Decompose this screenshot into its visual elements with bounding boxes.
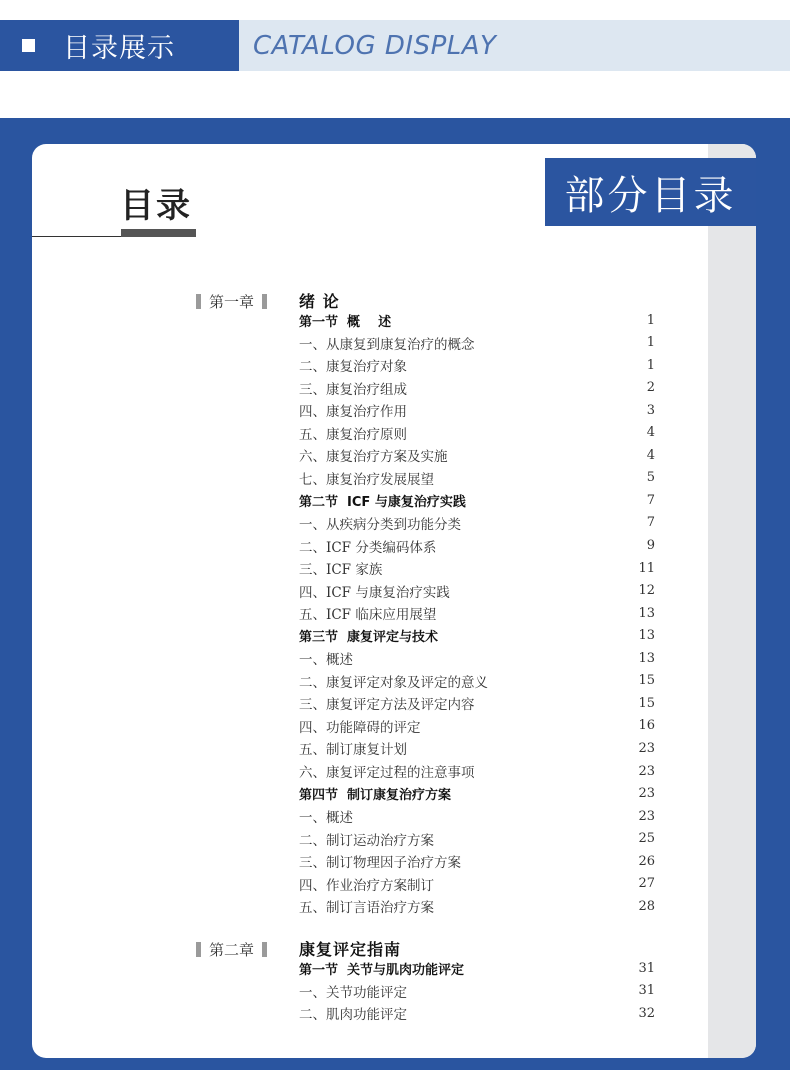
entry-page-number: 27 xyxy=(638,876,655,892)
chapter-label xyxy=(196,291,275,312)
entry-page-number: 13 xyxy=(638,605,655,621)
heading-underline-bar xyxy=(121,229,196,237)
entry-title: 第四节 制订康复治疗方案 xyxy=(299,788,452,804)
page-edge-band xyxy=(708,144,756,1058)
entry-title: 五、ICF 临床应用展望 xyxy=(299,607,437,624)
entry-title: 三、康复评定方法及评定内容 xyxy=(299,697,475,714)
entry-title: 三、康复治疗组成 xyxy=(299,381,407,398)
entry-page-number: 1 xyxy=(646,312,655,328)
entry-title: 四、功能障碍的评定 xyxy=(299,719,421,736)
entry-title: 四、康复治疗作用 xyxy=(299,404,407,421)
entry-page-number: 9 xyxy=(646,538,655,553)
toc-entry xyxy=(299,580,655,602)
entry-page-number: 13 xyxy=(638,650,655,666)
section-entry xyxy=(299,957,655,979)
toc-entry xyxy=(299,670,655,692)
entry-title: 一、从康复到康复治疗的概念 xyxy=(299,336,475,353)
entry-title: 四、作业治疗方案制订 xyxy=(299,877,434,894)
toc-entry xyxy=(299,557,655,579)
entry-page-number: 31 xyxy=(638,960,655,976)
entry-page-number: 3 xyxy=(646,402,655,418)
entry-page-number: 16 xyxy=(638,718,655,734)
chapter-label xyxy=(196,939,275,960)
header-title-block xyxy=(0,20,239,71)
entry-title: 五、康复治疗原则 xyxy=(299,426,407,443)
toc-entry xyxy=(299,602,655,624)
header-banner xyxy=(0,20,790,71)
chapter-title: 康复评定指南 xyxy=(299,940,402,959)
toc-entry xyxy=(299,828,655,850)
toc-entry xyxy=(299,332,655,354)
toc-entry xyxy=(299,980,655,1002)
header-subtitle: CATALOG DISPLAY xyxy=(253,30,497,61)
entry-title: 一、概述 xyxy=(299,810,353,827)
entry-page-number: 4 xyxy=(646,447,655,463)
toc-entry xyxy=(299,1002,655,1024)
toc-entry xyxy=(299,399,655,421)
entry-title: 二、ICF 分类编码体系 xyxy=(299,539,437,556)
entry-page-number: 25 xyxy=(638,831,655,847)
entry-page-number: 5 xyxy=(646,470,655,486)
entry-title: 第二节 ICF 与康复治疗实践 xyxy=(299,494,466,510)
chapter-marker-right xyxy=(262,942,267,957)
entry-page-number: 12 xyxy=(638,583,655,599)
entry-page-number: 32 xyxy=(638,1005,655,1021)
entry-title: 二、制订运动治疗方案 xyxy=(299,832,434,849)
page-heading: 目录 xyxy=(120,186,192,226)
entry-title: 第一节 概 述 xyxy=(299,314,392,330)
chapter-marker-left xyxy=(196,942,201,957)
toc-entry xyxy=(299,895,655,917)
toc-entry xyxy=(299,805,655,827)
entry-title: 一、关节功能评定 xyxy=(299,984,407,1001)
toc-entry xyxy=(299,760,655,782)
entry-page-number: 13 xyxy=(638,628,655,644)
section-entry xyxy=(299,489,655,511)
section-entry xyxy=(299,625,655,647)
entry-page-number: 26 xyxy=(638,853,655,869)
toc-entry xyxy=(299,422,655,444)
entry-title: 五、制订康复计划 xyxy=(299,742,407,759)
entry-title: 二、肌肉功能评定 xyxy=(299,1007,407,1024)
toc-entry xyxy=(299,647,655,669)
toc-entry xyxy=(299,377,655,399)
entry-title: 六、康复评定过程的注意事项 xyxy=(299,765,475,781)
toc-entry xyxy=(299,692,655,714)
entry-page-number: 23 xyxy=(638,808,655,824)
entry-title: 第一节 关节与肌肉功能评定 xyxy=(299,962,465,978)
entry-page-number: 15 xyxy=(638,695,655,711)
entry-page-number: 1 xyxy=(646,357,655,373)
partial-catalog-tag: 部分目录 xyxy=(545,158,756,226)
entry-page-number: 7 xyxy=(646,515,655,531)
toc-entry xyxy=(299,737,655,759)
entry-page-number: 11 xyxy=(638,560,655,576)
chapter-marker-right xyxy=(262,294,267,309)
entry-page-number: 15 xyxy=(638,673,655,689)
entry-page-number: 1 xyxy=(646,335,655,351)
entry-page-number: 23 xyxy=(638,786,655,802)
entry-page-number: 7 xyxy=(646,492,655,508)
chapter-marker-left xyxy=(196,294,201,309)
entry-page-number: 2 xyxy=(646,380,655,396)
chapter-number: 第二章 xyxy=(209,941,255,959)
chapter-number: 第一章 xyxy=(209,293,255,311)
toc-entry xyxy=(299,535,655,557)
header-subtitle-block xyxy=(239,20,790,71)
entry-title: 七、康复治疗发展展望 xyxy=(299,471,434,488)
toc-entry xyxy=(299,715,655,737)
toc-entry xyxy=(299,467,655,489)
section-entry xyxy=(299,783,655,805)
entry-title: 二、康复评定对象及评定的意义 xyxy=(299,674,488,691)
square-bullet-icon xyxy=(22,39,35,52)
entry-title: 三、制订物理因子治疗方案 xyxy=(299,855,461,872)
entry-title: 三、ICF 家族 xyxy=(299,562,383,579)
toc-entry xyxy=(299,512,655,534)
entry-page-number: 28 xyxy=(638,898,655,914)
entry-title: 二、康复治疗对象 xyxy=(299,359,407,376)
section-entry xyxy=(299,309,655,331)
entry-page-number: 4 xyxy=(646,425,655,441)
toc-entry xyxy=(299,354,655,376)
entry-title: 一、概述 xyxy=(299,652,353,669)
toc-entry xyxy=(299,850,655,872)
entry-title: 一、从疾病分类到功能分类 xyxy=(299,516,461,533)
toc-entry xyxy=(299,873,655,895)
entry-page-number: 23 xyxy=(638,740,655,756)
entry-title: 第三节 康复评定与技术 xyxy=(299,630,439,646)
chapter-title: 绪 论 xyxy=(299,292,340,311)
entry-page-number: 31 xyxy=(638,983,655,999)
entry-title: 四、ICF 与康复治疗实践 xyxy=(299,584,450,601)
entry-title: 六、康复治疗方案及实施 xyxy=(299,449,448,466)
header-title: 目录展示 xyxy=(63,33,175,64)
catalog-page xyxy=(32,144,756,1058)
toc-entry xyxy=(299,444,655,466)
entry-page-number: 23 xyxy=(638,763,655,779)
entry-title: 五、制订言语治疗方案 xyxy=(299,900,434,917)
